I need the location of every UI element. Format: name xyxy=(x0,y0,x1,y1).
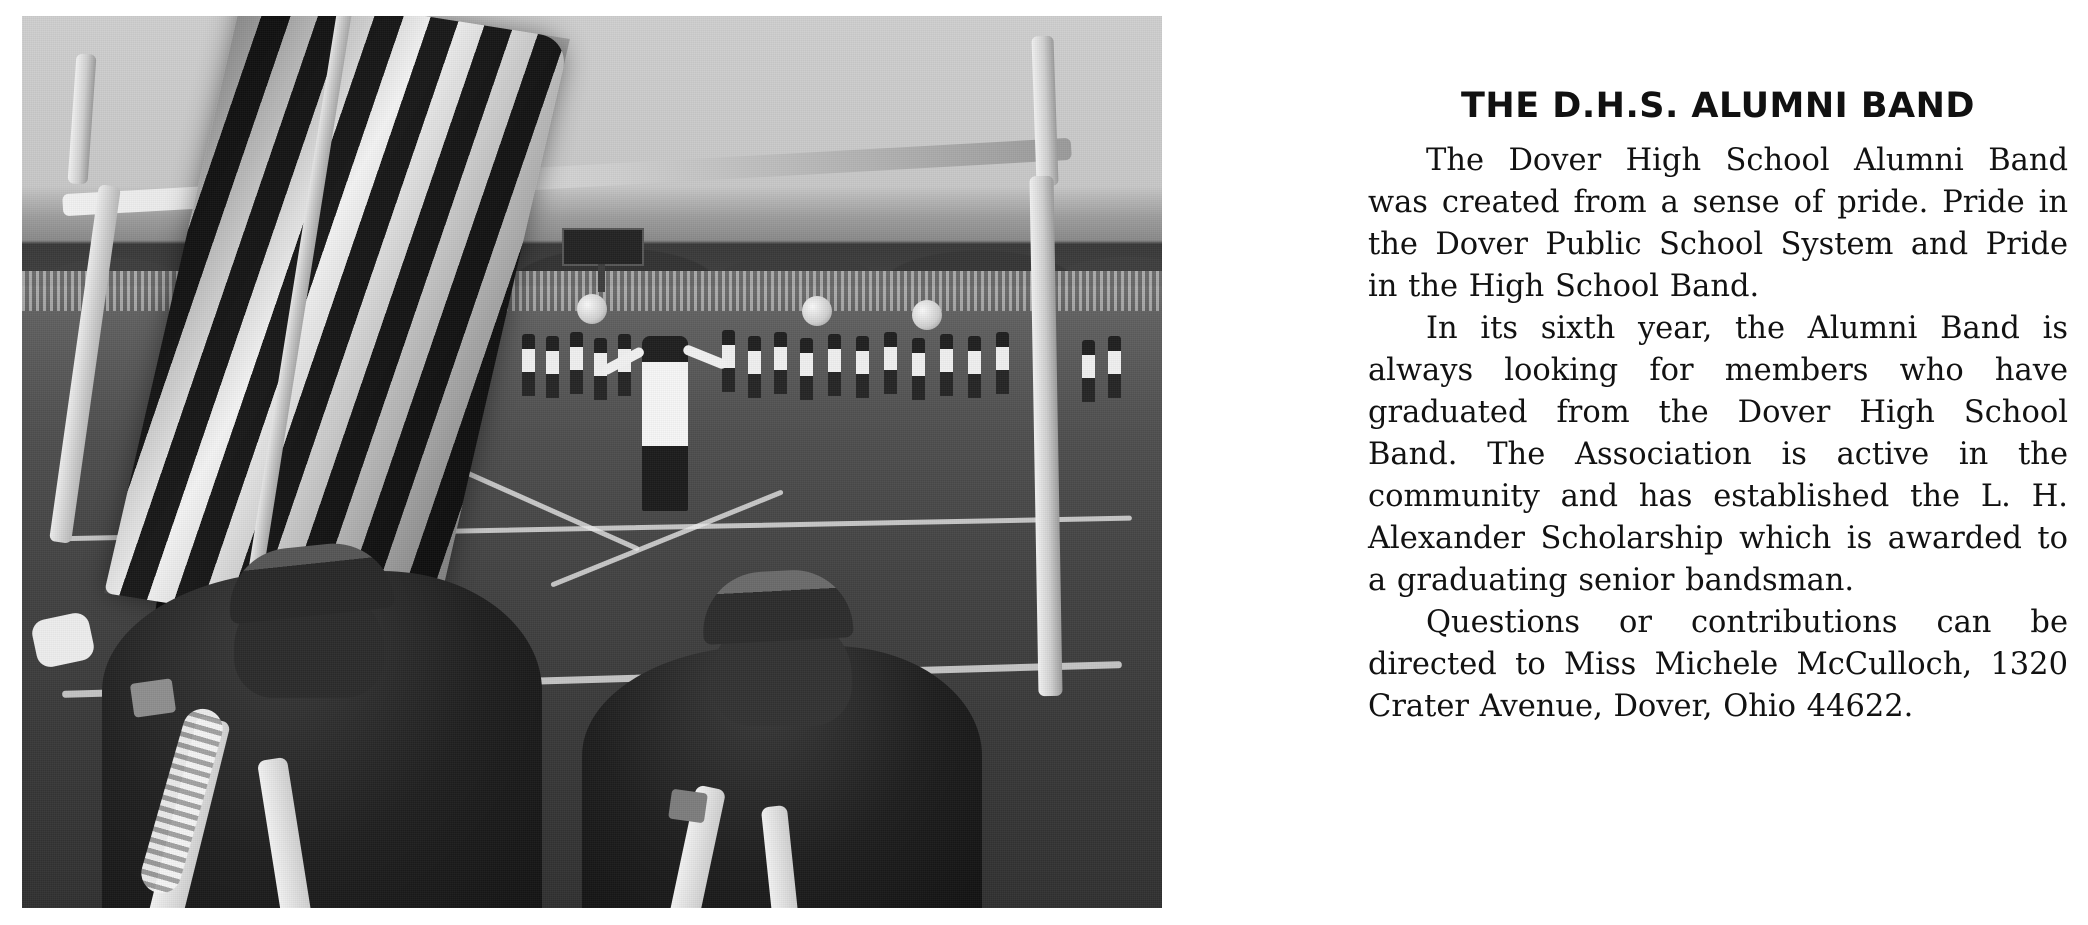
article-paragraph-3: Questions or contributions can be directed to Miss Michele McCulloch, 1320 Crater Avenue, Dover, Ohio 44622. xyxy=(1368,605,2068,724)
band-horn xyxy=(802,296,832,326)
article-column xyxy=(1368,86,2068,728)
bandsman xyxy=(968,336,981,398)
bandsman xyxy=(800,338,813,400)
bandsman xyxy=(522,334,535,396)
article-heading: THE D.H.S. ALUMNI BAND xyxy=(1461,86,1975,126)
bandsman xyxy=(774,332,787,394)
bandsman xyxy=(570,332,583,394)
bandsman xyxy=(996,332,1009,394)
article-paragraph-1: The Dover High School Alumni Band was created from a sense of pride. Pride in the Dover Public School System and Pride in the High School Band. xyxy=(1368,143,2068,304)
bandsman xyxy=(546,336,559,398)
band-horn xyxy=(912,300,942,330)
bandsman xyxy=(1082,340,1095,402)
bandsman xyxy=(884,332,897,394)
alumni-band-photograph xyxy=(22,16,1162,908)
band-horn xyxy=(577,294,607,324)
bandsman xyxy=(912,338,925,400)
uniform-patch xyxy=(130,678,176,718)
photo-canvas xyxy=(22,16,1162,908)
uniform-patch xyxy=(668,789,708,824)
goal-post-upright xyxy=(1031,36,1058,187)
bandsman xyxy=(940,334,953,396)
scoreboard xyxy=(562,228,644,266)
band-conductor xyxy=(642,336,688,511)
bandsman xyxy=(1108,336,1121,398)
veteran-right-cap xyxy=(700,567,853,645)
article-paragraph-2: In its sixth year, the Alumni Band is always looking for members who have graduated from the Dover High School Band. The Association is active in the community and has established the L. H. Alexander Scholarship which is awarded to a graduating senior bandsman. xyxy=(1368,311,2068,598)
bandsman xyxy=(828,334,841,396)
white-glove xyxy=(30,610,97,669)
goal-post-upright xyxy=(67,53,96,184)
bandsman xyxy=(856,336,869,398)
bandsman xyxy=(748,336,761,398)
